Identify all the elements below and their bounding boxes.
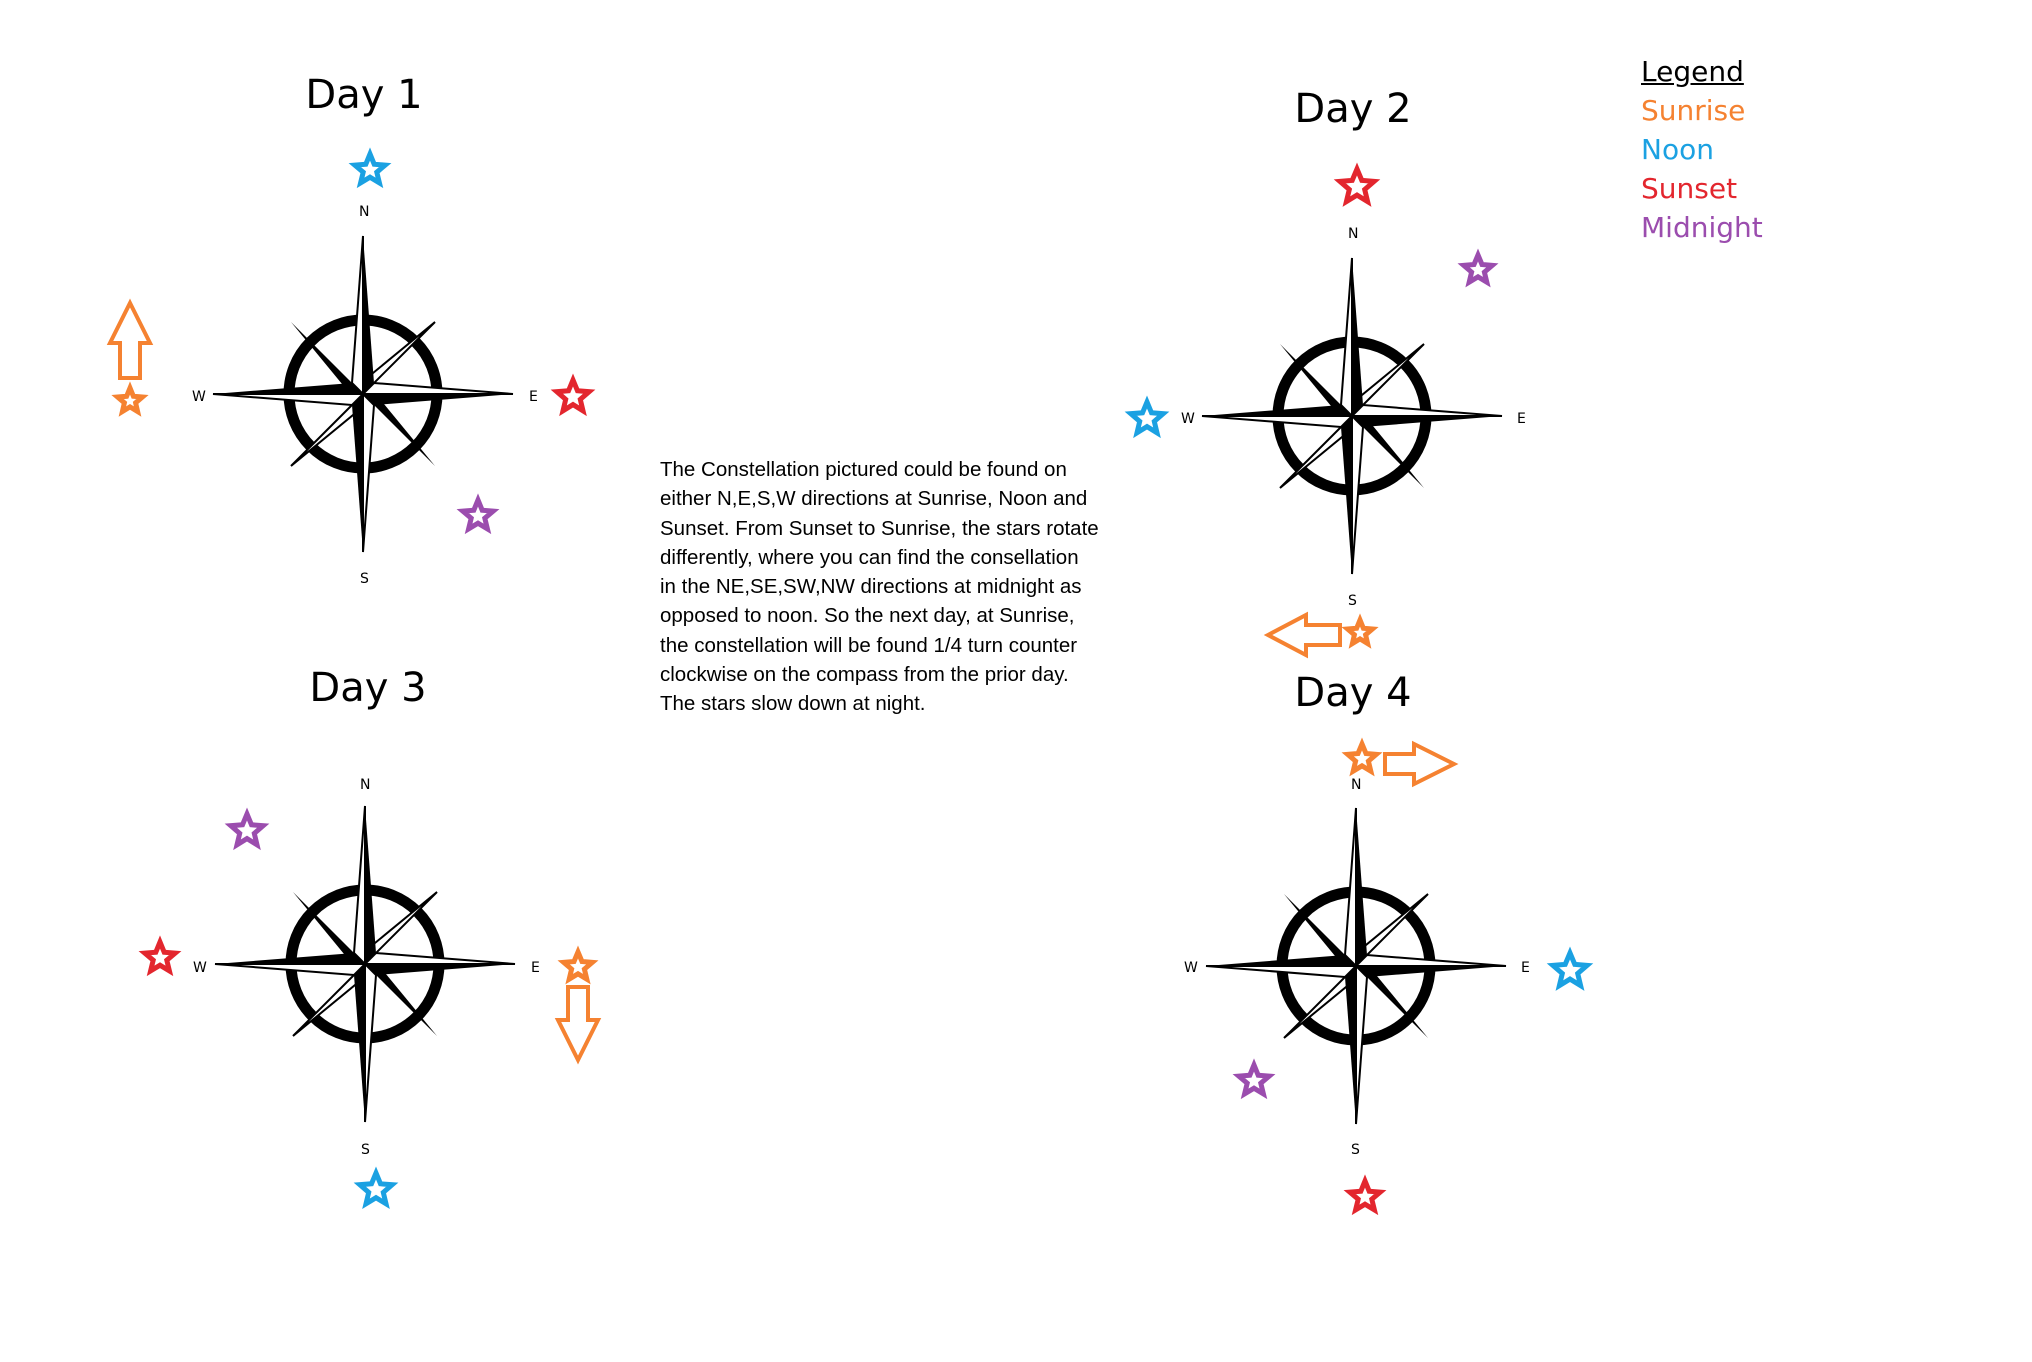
day-2-label-n: N: [1348, 226, 1359, 242]
day-1-title: Day 1: [305, 72, 423, 118]
day-2-midnight-star: [1464, 255, 1493, 282]
legend-item-midnight: Midnight: [1641, 211, 1763, 244]
day-1-label-w: W: [192, 389, 206, 405]
day-4-label-s: S: [1351, 1142, 1360, 1158]
day-1-label-s: S: [360, 571, 369, 587]
legend-title: Legend: [1641, 55, 1744, 88]
day-1-sunrise-star: [118, 388, 143, 412]
day-3-title: Day 3: [309, 665, 427, 711]
day-4-label-w: W: [1184, 960, 1198, 976]
day-2-noon-star: [1131, 402, 1163, 433]
day-1-midnight-star: [463, 500, 493, 529]
day-2-sunrise-star: [1348, 620, 1373, 644]
day-3-sunset-star: [145, 942, 175, 971]
day-3-noon-star: [360, 1173, 392, 1204]
day-2-label-e: E: [1517, 411, 1526, 427]
day-2-label-s: S: [1348, 593, 1357, 609]
day-2-sunrise-arrow-left: [1268, 615, 1340, 655]
day-4-label-n: N: [1351, 777, 1362, 793]
day-4-noon-star: [1553, 953, 1587, 986]
day-3-sunrise-arrow-down: [558, 987, 598, 1060]
day-2-title: Day 2: [1294, 86, 1412, 132]
day-3-label-e: E: [531, 960, 540, 976]
day-1-label-n: N: [359, 204, 370, 220]
day-2-label-w: W: [1181, 411, 1195, 427]
description-text: The Constellation pictured could be found on either N,E,S,W directions at Sunrise, Noon and Sunset. From Sunset to Sunrise, the stars rotate differently, where you can find the consellation in the NE,SE,SW,NW directions at midnight as opposed to noon. So the next day, at Sunrise, the constellation will be found 1/4 turn counter clockwise on the compass from the prior day. The stars slow down at night.: [660, 458, 1099, 716]
day-4-title: Day 4: [1294, 670, 1412, 716]
day-3-label-s: S: [361, 1142, 370, 1158]
legend-item-sunset: Sunset: [1641, 172, 1738, 205]
day-4-sunrise-star: [1348, 744, 1377, 771]
day-1-sunrise-arrow-up: [110, 303, 150, 378]
day-3-label-w: W: [193, 960, 207, 976]
day-3-midnight-star: [231, 814, 263, 845]
day-1-label-e: E: [529, 389, 538, 405]
day-3-label-n: N: [360, 777, 371, 793]
day-4-midnight-star: [1239, 1065, 1269, 1094]
day-4-sunset-star: [1350, 1181, 1380, 1210]
legend-item-sunrise: Sunrise: [1641, 94, 1746, 127]
day-3-sunrise-star: [564, 952, 593, 979]
day-4-sunrise-arrow-right: [1385, 744, 1454, 784]
day-4-label-e: E: [1521, 960, 1530, 976]
day-2-sunset-star: [1340, 169, 1374, 202]
day-1-noon-star: [355, 154, 385, 183]
legend-item-noon: Noon: [1641, 133, 1714, 166]
day-1-sunset-star: [557, 380, 589, 411]
